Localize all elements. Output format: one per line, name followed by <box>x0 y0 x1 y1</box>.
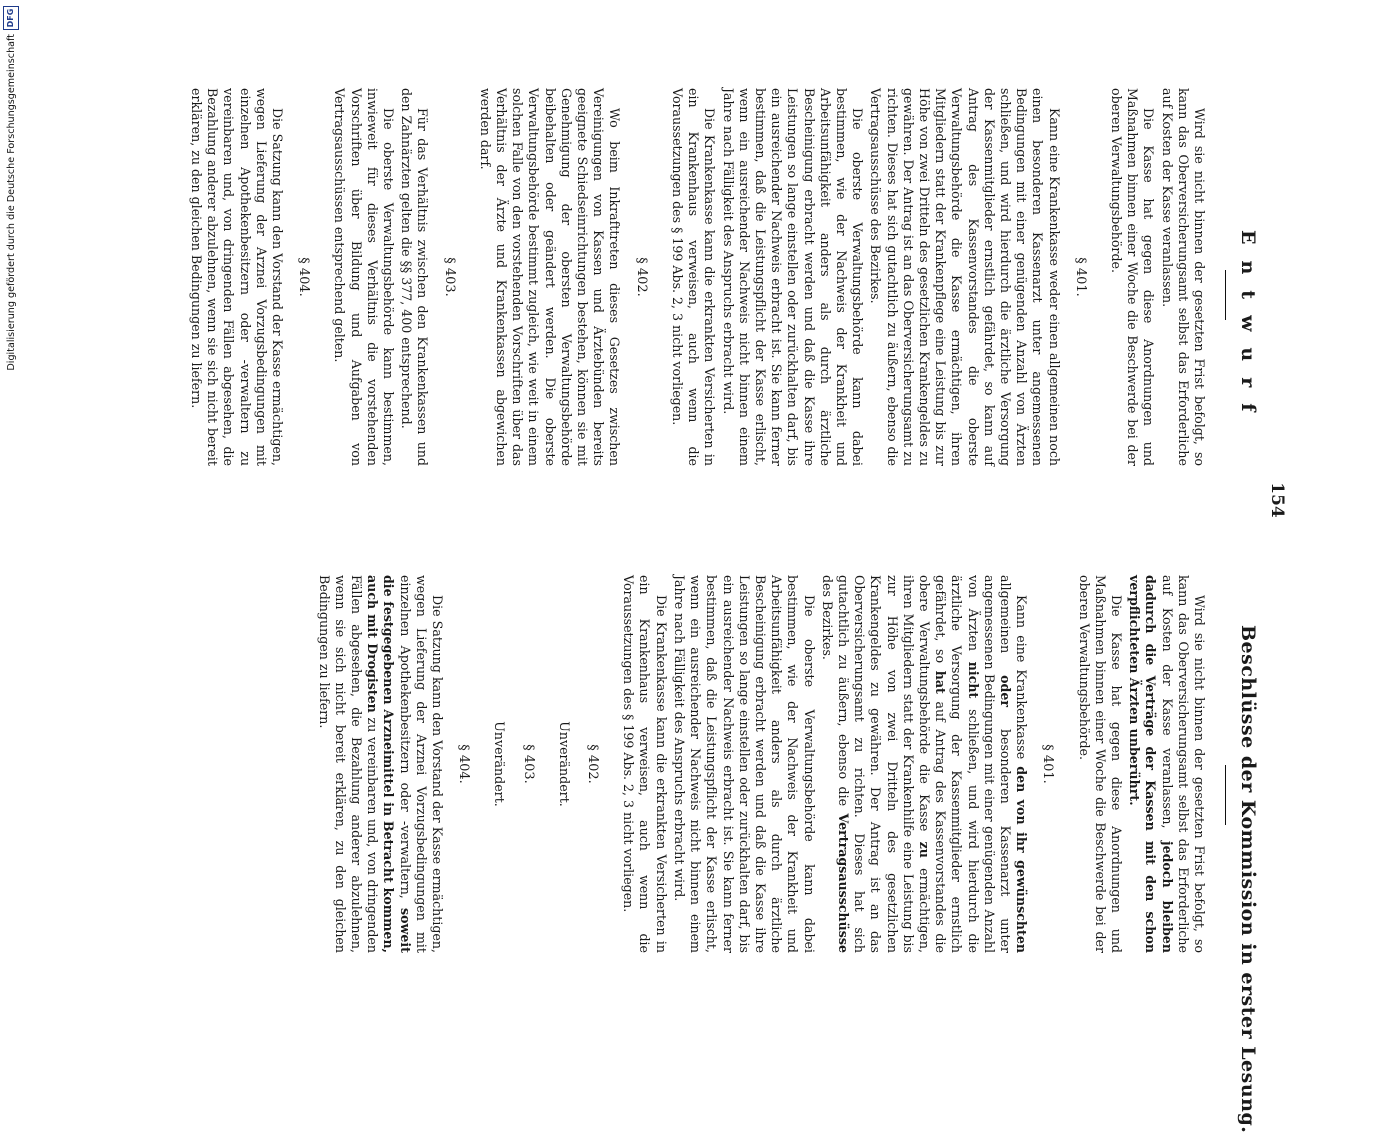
amended-text: hat <box>933 670 949 694</box>
right-heading-rule <box>1225 765 1226 825</box>
draft-section-403-para-2: Die oberste Verwaltungsbehörde kann bestimmen, inwieweit für dieses Verhältnis die vorstehenden Vorschriften über Bildung und Aufgaben von Vertragsausschüssen entsprechend gelten. <box>332 88 397 466</box>
footer-text: Digitalisierung gefördert durch die Deutsche Forschungsgemeinschaft <box>5 34 17 371</box>
draft-section-403-heading: § 403. <box>441 257 457 297</box>
left-column-heading: Entwurf <box>1237 230 1259 428</box>
amended-text: oder <box>997 675 1013 707</box>
commission-section-402-unchanged: Unverändert. <box>556 721 572 807</box>
draft-section-401-heading: § 401. <box>1072 257 1088 297</box>
draft-section-402-heading: § 402. <box>633 257 649 297</box>
amended-text: zu <box>916 841 932 858</box>
draft-section-401-para-2: Die oberste Verwaltungsbehörde kann dabei bestimmen, wie der Nachweis der Krankheit und Arbeitsunfähigkeit anders als durch ärztliche Bescheinigung erbracht werden und daß die Kasse ihre Leistungen so lange einstellen oder zurückhalten darf, bis ein ausreichender Nachweis erbracht ist. Sie kann ferner bestimmen, daß die Leistungspflicht der Kasse erlischt, wenn ein ausreichender Nachweis nicht binnen einem Jahre nach Fälligkeit des Anspruchs erbracht wird. <box>720 88 866 466</box>
draft-section-401-para-1: Kann eine Krankenkasse weder einen allgemeinen noch einen besonderen Kassenarzt unter angemessenen Bedingungen mit einer genügenden Anzahl von Ärzten schließen, und wird hierdurch die ärztliche Versorgung der Kassenmitglieder ernstlich gefährdet, so kann auf Antrag des Kassenvorstandes die oberste Verwaltungsbehörde die Kasse ermächtigen, ihren Mitgliedern statt der Krankenpflege eine Leistung bis zur Höhe von zwei Dritteln des gesetzlichen Krankengeldes zu gewähren. Der Antrag ist an das Oberversicherungsamt zu richten. Dieses hat sich gutachtlich zu äußern, ebenso die Vertragsausschüsse des Bezirkes. <box>868 88 1062 466</box>
commission-intro-1: Wird sie nicht binnen der gesetzten Frist befolgt, so kann das Oberversicherungsamt selbst das Erforderliche auf Kosten der Kasse veranlassen, jedoch bleiben dadurch die Verträge der Kassen mit den schon verpflichteten Ärzten unberührt. <box>1127 575 1207 953</box>
amended-text: soweit die festgegebenen Arzneimittel in Betracht kommen, auch mit Drogisten <box>365 575 413 953</box>
draft-column <box>186 88 1207 466</box>
page-number: 154 <box>1267 482 1287 518</box>
commission-section-401-para-2: Die oberste Verwaltungsbehörde kann dabei bestimmen, wie der Nachweis der Krankheit und Arbeitsunfähigkeit anders als durch ärztliche Bescheinigung erbracht werden und daß die Kasse ihre Leistungen so lange einstellen oder zurückhalten darf, bis ein ausreichender Nachweis erbracht ist. Sie kann ferner bestimmen, daß die Leistungspflicht der Kasse erlischt, wenn ein ausreichender Nachweis nicht binnen einem Jahre nach Fälligkeit des Anspruchs erbracht wird. <box>671 575 817 953</box>
right-column-heading: Beschlüsse der Kommission in erster Lesung. <box>1237 625 1259 1133</box>
amended-text: den von ihr gewünschten <box>1014 766 1030 954</box>
commission-section-401-para-1: Kann eine Krankenkasse den von ihr gewünschten allgemeinen oder besonderen Kassenarzt unter angemessenen Bedingungen mit einer genügenden Anzahl von Ärzten nicht schließen, und wird hierdurch die ärztliche Versorgung der Kassenmitglieder ernstlich gefährdet, so hat auf Antrag des Kassenvorstandes die obere Verwaltungsbehörde die Kasse zu ermächtigen, ihren Mitgliedern statt der Krankenhilfe eine Leistung bis zur Höhe von zwei Dritteln des gesetzlichen Krankengeldes zu gewähren. Der Antrag ist an das Oberversicherungsamt zu richten. Dieses hat sich gutachtlich zu äußern, ebenso die Vertragsausschüsse des Bezirkes. <box>819 575 1030 954</box>
digitization-footer <box>0 0 22 1000</box>
commission-section-404-para-1: Die Satzung kann den Vorstand der Kasse ermächtigen, wegen Lieferung der Arznei Vorzugsbedingungen mit einzelnen Apothekenbesitzern oder -verwaltern, soweit die festgegebenen Arzneimittel in Betracht kommen, auch mit Drogisten zu vereinbaren und, von dringenden Fällen abgesehen, die Bezahlung anderer abzulehnen, wenn sie sich nicht bereit erklären, zu den gleichen Bedingungen zu liefern. <box>316 575 446 953</box>
draft-section-404-para-1: Die Satzung kann den Vorstand der Kasse ermächtigen, wegen Lieferung der Arznei Vorzugsbedingungen mit einzelnen Apothekenbesitzern oder -verwaltern zu vereinbaren und, von dringenden Fällen abgesehen, die Bezahlung anderer abzulehnen, wenn sie sich nicht bereit erklären, zu den gleichen Bedingungen zu liefern. <box>189 88 286 466</box>
commission-section-401-para-3: Die Krankenkasse kann die erkrankten Versicherten in ein Krankenhaus verweisen, auch wenn die Voraussetzungen des § 199 Abs. 2, 3 nicht vorliegen. <box>621 575 669 953</box>
commission-section-403-unchanged: Unverändert. <box>492 721 508 807</box>
dfg-logo: DFG <box>3 6 19 30</box>
draft-section-404-heading: § 404. <box>296 257 312 297</box>
amended-text: nicht <box>965 661 981 699</box>
amended-text: Vertragsausschüsse <box>835 813 851 953</box>
commission-intro-2: Die Kasse hat gegen diese Anordnungen und Maßnahmen binnen einer Woche die Beschwerde bei der oberen Verwaltungsbehörde. <box>1076 575 1124 953</box>
draft-section-401-para-3: Die Krankenkasse kann die erkrankten Versicherten in ein Krankenhaus verweisen, auch wenn die Voraussetzungen des § 199 Abs. 2, 3 nicht vorliegen. <box>669 88 718 466</box>
amended-text: jedoch bleiben dadurch die Verträge der Kassen mit den schon verpflichteten Ärzten unberührt. <box>1127 575 1175 953</box>
draft-intro-1: Wird sie nicht binnen der gesetzten Frist befolgt, so kann das Oberversicherungsamt selbst das Erforderliche auf Kosten der Kasse veranlassen. <box>1159 88 1207 466</box>
draft-intro-2: Die Kasse hat gegen diese Anordnungen und Maßnahmen binnen einer Woche die Beschwerde bei der oberen Verwaltungsbehörde. <box>1108 88 1157 466</box>
commission-section-402-heading: § 402. <box>585 744 601 784</box>
draft-section-402-para-1: Wo beim Inkrafttreten dieses Gesetzes zwischen Vereinigungen von Kassen und Ärztebünden bereits geeignete Schiedseinrichtungen bestehen, können sie mit Genehmigung der obersten Verwaltungsbehörde beibehalten oder geändert werden. Die oberste Verwaltungsbehörde bestimmt zugleich, wie weit in einem solchen Falle von den vorstehenden Vorschriften über das Verhältnis der Ärzte und Krankenkassen abgewichen werden darf. <box>477 88 623 466</box>
commission-section-404-heading: § 404. <box>456 744 472 784</box>
left-heading-rule <box>1225 270 1226 320</box>
commission-column <box>313 575 1207 953</box>
commission-section-403-heading: § 403. <box>520 744 536 784</box>
draft-section-403-para-1: Für das Verhältnis zwischen den Krankenkassen und den Zahnärzten gelten die §§ 377, 400 entsprechend. <box>399 88 431 466</box>
commission-section-401-heading: § 401. <box>1040 744 1056 784</box>
